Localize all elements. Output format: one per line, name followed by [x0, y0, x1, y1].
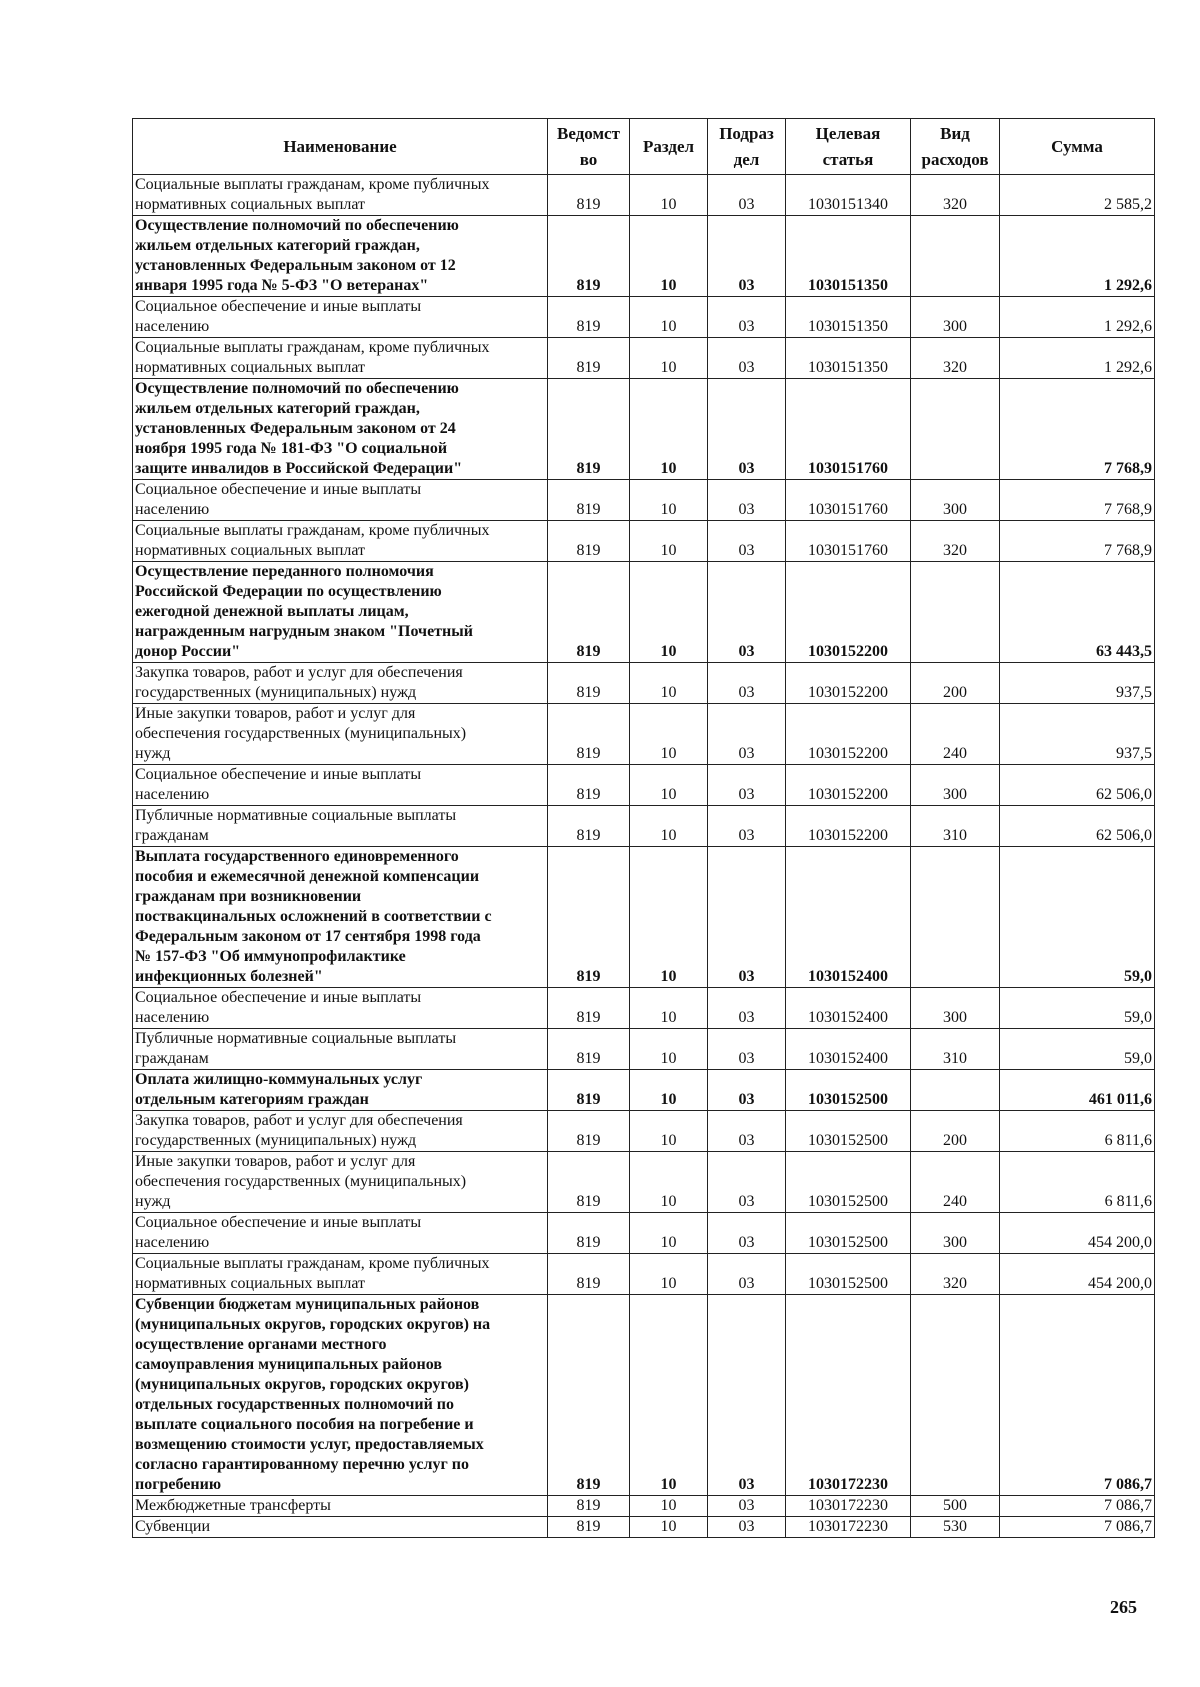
cell-type: [911, 1070, 1000, 1111]
header-sum: Сумма: [1000, 119, 1155, 175]
cell-subsection: 03: [708, 338, 786, 379]
table-row: [133, 663, 1155, 704]
cell-sum: 6 811,6: [1000, 1111, 1155, 1152]
cell-dept: 819: [548, 988, 630, 1029]
cell-subsection: 03: [708, 765, 786, 806]
cell-type: [911, 216, 1000, 297]
cell-subsection: 03: [708, 521, 786, 562]
cell-target: 1030151340: [786, 175, 911, 216]
cell-name: Социальное обеспечение и иные выплаты населению: [133, 1213, 548, 1254]
table-row: [133, 988, 1155, 1029]
cell-type: 200: [911, 1111, 1000, 1152]
cell-target: 1030152200: [786, 806, 911, 847]
table-row: [133, 521, 1155, 562]
cell-dept: 819: [548, 216, 630, 297]
cell-target: 1030172230: [786, 1496, 911, 1517]
cell-type: 300: [911, 765, 1000, 806]
cell-dept: 819: [548, 480, 630, 521]
cell-name: Социальное обеспечение и иные выплаты населению: [133, 988, 548, 1029]
table-row: [133, 175, 1155, 216]
cell-section: 10: [630, 480, 708, 521]
cell-name: Социальные выплаты гражданам, кроме публичных нормативных социальных выплат: [133, 1254, 548, 1295]
cell-name: Социальное обеспечение и иные выплаты населению: [133, 297, 548, 338]
cell-dept: 819: [548, 1111, 630, 1152]
cell-subsection: 03: [708, 847, 786, 988]
cell-section: 10: [630, 297, 708, 338]
cell-name: Публичные нормативные социальные выплаты гражданам: [133, 1029, 548, 1070]
cell-type: 320: [911, 338, 1000, 379]
cell-dept: 819: [548, 1254, 630, 1295]
cell-subsection: 03: [708, 480, 786, 521]
cell-dept: 819: [548, 175, 630, 216]
cell-sum: 454 200,0: [1000, 1254, 1155, 1295]
cell-sum: 59,0: [1000, 847, 1155, 988]
cell-sum: 7 768,9: [1000, 521, 1155, 562]
cell-type: 300: [911, 297, 1000, 338]
cell-section: 10: [630, 379, 708, 480]
cell-section: 10: [630, 847, 708, 988]
cell-name: Социальные выплаты гражданам, кроме публичных нормативных социальных выплат: [133, 175, 548, 216]
table-row: [133, 562, 1155, 663]
cell-name: Закупка товаров, работ и услуг для обеспечения государственных (муниципальных) нужд: [133, 663, 548, 704]
cell-dept: 819: [548, 704, 630, 765]
cell-sum: 937,5: [1000, 663, 1155, 704]
table-row: [133, 1111, 1155, 1152]
cell-subsection: 03: [708, 806, 786, 847]
cell-subsection: 03: [708, 1254, 786, 1295]
cell-sum: 7 768,9: [1000, 379, 1155, 480]
cell-type: 240: [911, 704, 1000, 765]
cell-name: Оплата жилищно-коммунальных услуг отдельным категориям граждан: [133, 1070, 548, 1111]
cell-dept: 819: [548, 1070, 630, 1111]
cell-target: 1030152200: [786, 765, 911, 806]
table-body: [133, 175, 1155, 1538]
cell-dept: 819: [548, 338, 630, 379]
cell-section: 10: [630, 1254, 708, 1295]
cell-name: Осуществление полномочий по обеспечению жильем отдельных категорий граждан, установленных Федеральным законом от 24 ноября 1995 года № 181-ФЗ "О социальной защите инвалидов в Российской Федерации": [133, 379, 548, 480]
cell-sum: 63 443,5: [1000, 562, 1155, 663]
table-row: [133, 1517, 1155, 1538]
cell-dept: 819: [548, 1496, 630, 1517]
cell-dept: 819: [548, 806, 630, 847]
cell-dept: 819: [548, 1213, 630, 1254]
cell-section: 10: [630, 1213, 708, 1254]
cell-sum: 454 200,0: [1000, 1213, 1155, 1254]
cell-dept: 819: [548, 297, 630, 338]
cell-type: 310: [911, 1029, 1000, 1070]
cell-subsection: 03: [708, 379, 786, 480]
table-row: [133, 297, 1155, 338]
cell-target: 1030151350: [786, 338, 911, 379]
cell-type: 240: [911, 1152, 1000, 1213]
cell-subsection: 03: [708, 1295, 786, 1496]
table-row: [133, 1152, 1155, 1213]
table-row: [133, 379, 1155, 480]
table-row: [133, 704, 1155, 765]
cell-name: Иные закупки товаров, работ и услуг для обеспечения государственных (муниципальных) нужд: [133, 704, 548, 765]
cell-type: [911, 562, 1000, 663]
cell-name: Субвенции: [133, 1517, 548, 1538]
cell-dept: 819: [548, 1517, 630, 1538]
cell-sum: 7 768,9: [1000, 480, 1155, 521]
cell-dept: 819: [548, 1152, 630, 1213]
cell-sum: 62 506,0: [1000, 765, 1155, 806]
cell-section: 10: [630, 1152, 708, 1213]
cell-target: 1030152500: [786, 1152, 911, 1213]
cell-type: 500: [911, 1496, 1000, 1517]
cell-name: Публичные нормативные социальные выплаты гражданам: [133, 806, 548, 847]
cell-type: 320: [911, 1254, 1000, 1295]
cell-section: 10: [630, 1111, 708, 1152]
cell-type: 320: [911, 521, 1000, 562]
cell-target: 1030152200: [786, 704, 911, 765]
cell-target: 1030152500: [786, 1213, 911, 1254]
cell-name: Социальное обеспечение и иные выплаты населению: [133, 765, 548, 806]
cell-dept: 819: [548, 521, 630, 562]
cell-sum: 59,0: [1000, 988, 1155, 1029]
cell-name: Социальные выплаты гражданам, кроме публичных нормативных социальных выплат: [133, 521, 548, 562]
cell-section: 10: [630, 1496, 708, 1517]
cell-section: 10: [630, 988, 708, 1029]
cell-sum: 937,5: [1000, 704, 1155, 765]
cell-dept: 819: [548, 1029, 630, 1070]
cell-subsection: 03: [708, 704, 786, 765]
cell-dept: 819: [548, 847, 630, 988]
cell-type: 300: [911, 480, 1000, 521]
cell-subsection: 03: [708, 216, 786, 297]
cell-subsection: 03: [708, 1213, 786, 1254]
cell-subsection: 03: [708, 1517, 786, 1538]
cell-target: 1030172230: [786, 1517, 911, 1538]
header-type: Вид расходов: [911, 119, 1000, 175]
cell-section: 10: [630, 1029, 708, 1070]
table-row: [133, 338, 1155, 379]
cell-name: Социальное обеспечение и иные выплаты населению: [133, 480, 548, 521]
cell-sum: 7 086,7: [1000, 1295, 1155, 1496]
cell-dept: 819: [548, 379, 630, 480]
cell-sum: 2 585,2: [1000, 175, 1155, 216]
cell-name: Субвенции бюджетам муниципальных районов (муниципальных округов, городских округов) на осуществление органами местного самоуправления муниципальных районов (муниципальных округов, городских округов) отдельных государственных полномочий по выплате социального пособия на погребение и возмещению стоимости услуг, предоставляемых согласно гарантированному перечню услуг по погребению: [133, 1295, 548, 1496]
cell-name: Социальные выплаты гражданам, кроме публичных нормативных социальных выплат: [133, 338, 548, 379]
cell-target: 1030151350: [786, 216, 911, 297]
cell-subsection: 03: [708, 562, 786, 663]
table-row: [133, 847, 1155, 988]
cell-name: Иные закупки товаров, работ и услуг для обеспечения государственных (муниципальных) нужд: [133, 1152, 548, 1213]
cell-section: 10: [630, 765, 708, 806]
header-dept: Ведомст во: [548, 119, 630, 175]
cell-section: 10: [630, 521, 708, 562]
budget-table-container: [132, 118, 1155, 1538]
cell-target: 1030152200: [786, 562, 911, 663]
cell-section: 10: [630, 704, 708, 765]
cell-target: 1030152500: [786, 1070, 911, 1111]
cell-type: 200: [911, 663, 1000, 704]
table-row: [133, 216, 1155, 297]
cell-sum: 461 011,6: [1000, 1070, 1155, 1111]
header-subsection: Подраз дел: [708, 119, 786, 175]
cell-dept: 819: [548, 663, 630, 704]
cell-type: 300: [911, 1213, 1000, 1254]
cell-section: 10: [630, 1517, 708, 1538]
cell-subsection: 03: [708, 1111, 786, 1152]
cell-subsection: 03: [708, 1070, 786, 1111]
cell-sum: 1 292,6: [1000, 297, 1155, 338]
cell-subsection: 03: [708, 1029, 786, 1070]
cell-target: 1030152500: [786, 1254, 911, 1295]
cell-type: 320: [911, 175, 1000, 216]
cell-type: [911, 847, 1000, 988]
cell-target: 1030151760: [786, 521, 911, 562]
cell-type: 310: [911, 806, 1000, 847]
cell-dept: 819: [548, 1295, 630, 1496]
cell-sum: 7 086,7: [1000, 1517, 1155, 1538]
cell-subsection: 03: [708, 1152, 786, 1213]
cell-target: 1030152400: [786, 847, 911, 988]
page-number: 265: [1110, 1597, 1137, 1617]
cell-name: Межбюджетные трансферты: [133, 1496, 548, 1517]
cell-subsection: 03: [708, 988, 786, 1029]
cell-section: 10: [630, 175, 708, 216]
cell-dept: 819: [548, 562, 630, 663]
budget-table: [132, 118, 1155, 1538]
cell-type: 530: [911, 1517, 1000, 1538]
cell-sum: 59,0: [1000, 1029, 1155, 1070]
cell-target: 1030152400: [786, 1029, 911, 1070]
table-row: [133, 1029, 1155, 1070]
cell-target: 1030152500: [786, 1111, 911, 1152]
table-row: [133, 1496, 1155, 1517]
header-name: Наименование: [133, 119, 548, 175]
cell-subsection: 03: [708, 1496, 786, 1517]
cell-subsection: 03: [708, 175, 786, 216]
cell-sum: 7 086,7: [1000, 1496, 1155, 1517]
cell-name: Осуществление переданного полномочия Российской Федерации по осуществлению ежегодной денежной выплаты лицам, награжденным нагрудным знаком "Почетный донор России": [133, 562, 548, 663]
table-header-row: [133, 119, 1155, 175]
cell-target: 1030151350: [786, 297, 911, 338]
cell-sum: 1 292,6: [1000, 216, 1155, 297]
cell-target: 1030152400: [786, 988, 911, 1029]
table-row: [133, 1254, 1155, 1295]
cell-dept: 819: [548, 765, 630, 806]
cell-type: [911, 1295, 1000, 1496]
cell-type: [911, 379, 1000, 480]
cell-sum: 6 811,6: [1000, 1152, 1155, 1213]
cell-section: 10: [630, 1295, 708, 1496]
cell-subsection: 03: [708, 663, 786, 704]
cell-section: 10: [630, 216, 708, 297]
cell-target: 1030152200: [786, 663, 911, 704]
cell-target: 1030151760: [786, 480, 911, 521]
table-row: [133, 765, 1155, 806]
cell-section: 10: [630, 806, 708, 847]
cell-target: 1030151760: [786, 379, 911, 480]
table-row: [133, 1295, 1155, 1496]
header-target: Целевая статья: [786, 119, 911, 175]
cell-name: Осуществление полномочий по обеспечению жильем отдельных категорий граждан, установленных Федеральным законом от 12 января 1995 года № 5-ФЗ "О ветеранах": [133, 216, 548, 297]
header-section: Раздел: [630, 119, 708, 175]
cell-subsection: 03: [708, 297, 786, 338]
cell-sum: 1 292,6: [1000, 338, 1155, 379]
cell-section: 10: [630, 562, 708, 663]
cell-name: Выплата государственного единовременного пособия и ежемесячной денежной компенсации гражданам при возникновении поствакцинальных осложнений в соответствии с Федеральным законом от 17 сентября 1998 года № 157-ФЗ "Об иммунопрофилактике инфекционных болезней": [133, 847, 548, 988]
table-row: [133, 806, 1155, 847]
cell-section: 10: [630, 663, 708, 704]
cell-section: 10: [630, 338, 708, 379]
cell-sum: 62 506,0: [1000, 806, 1155, 847]
table-row: [133, 480, 1155, 521]
cell-type: 300: [911, 988, 1000, 1029]
table-row: [133, 1213, 1155, 1254]
cell-section: 10: [630, 1070, 708, 1111]
cell-name: Закупка товаров, работ и услуг для обеспечения государственных (муниципальных) нужд: [133, 1111, 548, 1152]
table-row: [133, 1070, 1155, 1111]
cell-target: 1030172230: [786, 1295, 911, 1496]
